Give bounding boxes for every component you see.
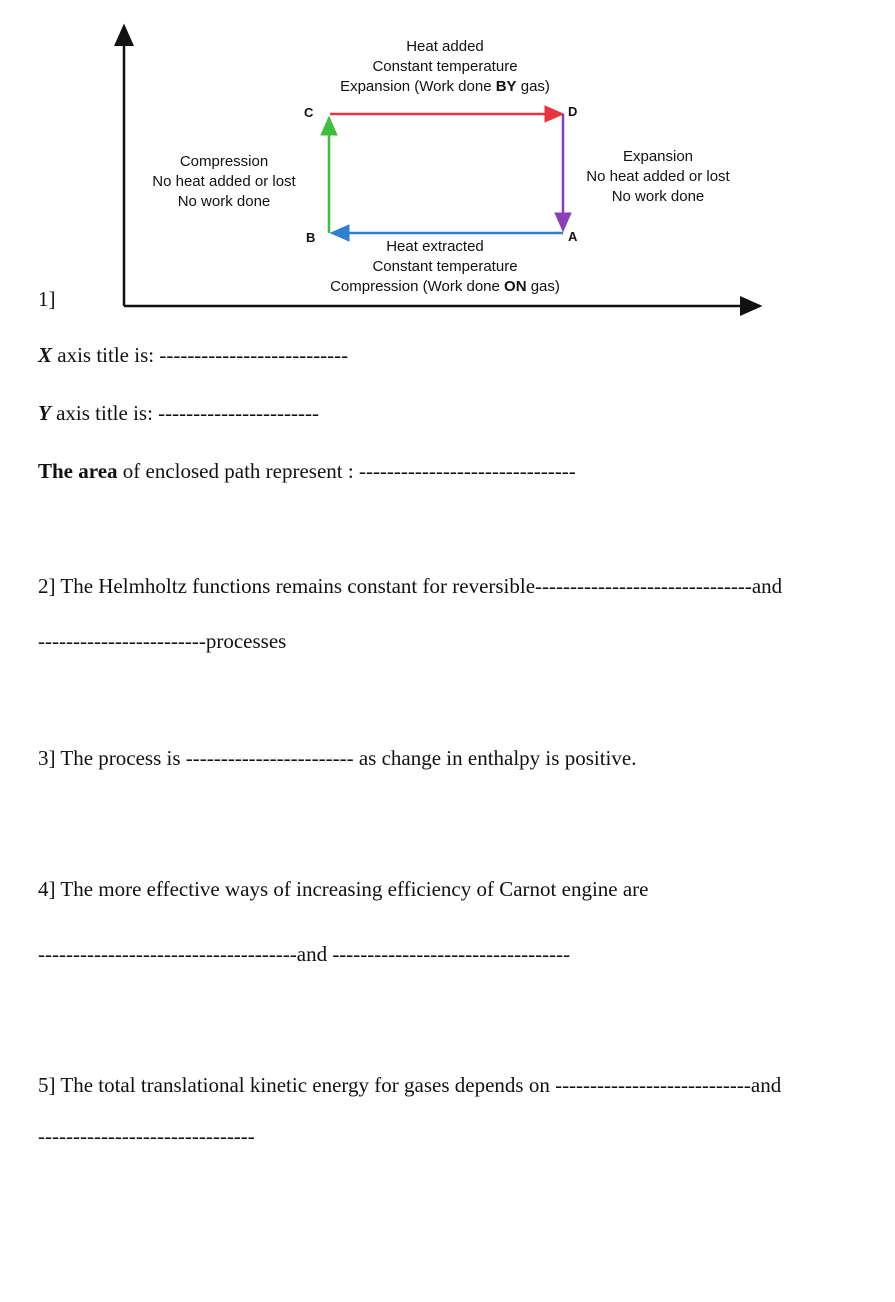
bottom-process-label xyxy=(290,237,600,297)
left-label-line-3: No work done xyxy=(177,193,271,210)
question-4-line-1: 4] The more effective ways of increasing efficiency of Carnot engine are xyxy=(38,877,649,901)
bottom-label-line-2: Constant temperature xyxy=(372,258,518,275)
x-axis-blank: --------------------------- xyxy=(159,343,349,367)
right-label-line-2: No heat added or lost xyxy=(586,168,730,185)
area-blank: ------------------------------- xyxy=(358,459,576,483)
top-process-label xyxy=(300,37,590,97)
point-c: C xyxy=(304,105,314,120)
bottom-label-line-3b: gas) xyxy=(526,278,560,295)
left-label-line-1: Compression xyxy=(179,153,269,170)
x-axis-question xyxy=(38,342,348,368)
top-label-line-1: Heat added xyxy=(406,38,484,55)
point-d: D xyxy=(568,104,578,119)
left-process-label xyxy=(124,152,324,212)
area-label-bold: The area xyxy=(38,459,118,483)
point-a: A xyxy=(568,229,578,244)
top-label-by: BY xyxy=(495,78,517,95)
bottom-label-on: ON xyxy=(504,278,527,295)
bottom-label-line-1: Heat extracted xyxy=(386,238,484,255)
top-label-line-2: Constant temperature xyxy=(372,58,518,75)
y-axis-blank: ----------------------- xyxy=(158,401,319,425)
area-question xyxy=(38,458,576,484)
question-2-line-1: 2] The Helmholtz functions remains constant for reversible-------------------------------and xyxy=(38,574,783,598)
top-label-line-3b: gas) xyxy=(516,78,550,95)
bottom-label-line-3a: Compression (Work done xyxy=(330,278,505,295)
x-axis-letter: X xyxy=(38,343,53,367)
question-2-line-2: ------------------------processes xyxy=(38,629,287,653)
question-4-line-2: -------------------------------------and ---------------------------------- xyxy=(38,942,571,966)
right-process-label xyxy=(558,147,758,207)
left-label-line-2: No heat added or lost xyxy=(152,173,296,190)
y-axis-label: axis title is: xyxy=(50,401,159,425)
question-5-line-2: ------------------------------- xyxy=(38,1124,255,1148)
right-label-line-1: Expansion xyxy=(622,148,694,165)
y-axis-question xyxy=(38,400,319,426)
question-1-number: 1] xyxy=(38,287,56,311)
question-5-line-1: 5] The total translational kinetic energy for gases depends on ----------------------------and xyxy=(38,1073,782,1097)
point-b: B xyxy=(306,230,316,245)
y-axis-letter: Y xyxy=(38,401,51,425)
question-3-line-1: 3] The process is ------------------------ as change in enthalpy is positive. xyxy=(38,746,637,770)
bottom-label-line-3 xyxy=(290,277,600,297)
right-label-line-3: No work done xyxy=(611,188,705,205)
top-label-line-3 xyxy=(300,77,590,97)
top-label-line-3a: Expansion (Work done xyxy=(340,78,496,95)
area-label: of enclosed path represent : xyxy=(117,459,359,483)
carnot-cycle-diagram xyxy=(0,0,895,320)
x-axis-label: axis title is: xyxy=(52,343,160,367)
